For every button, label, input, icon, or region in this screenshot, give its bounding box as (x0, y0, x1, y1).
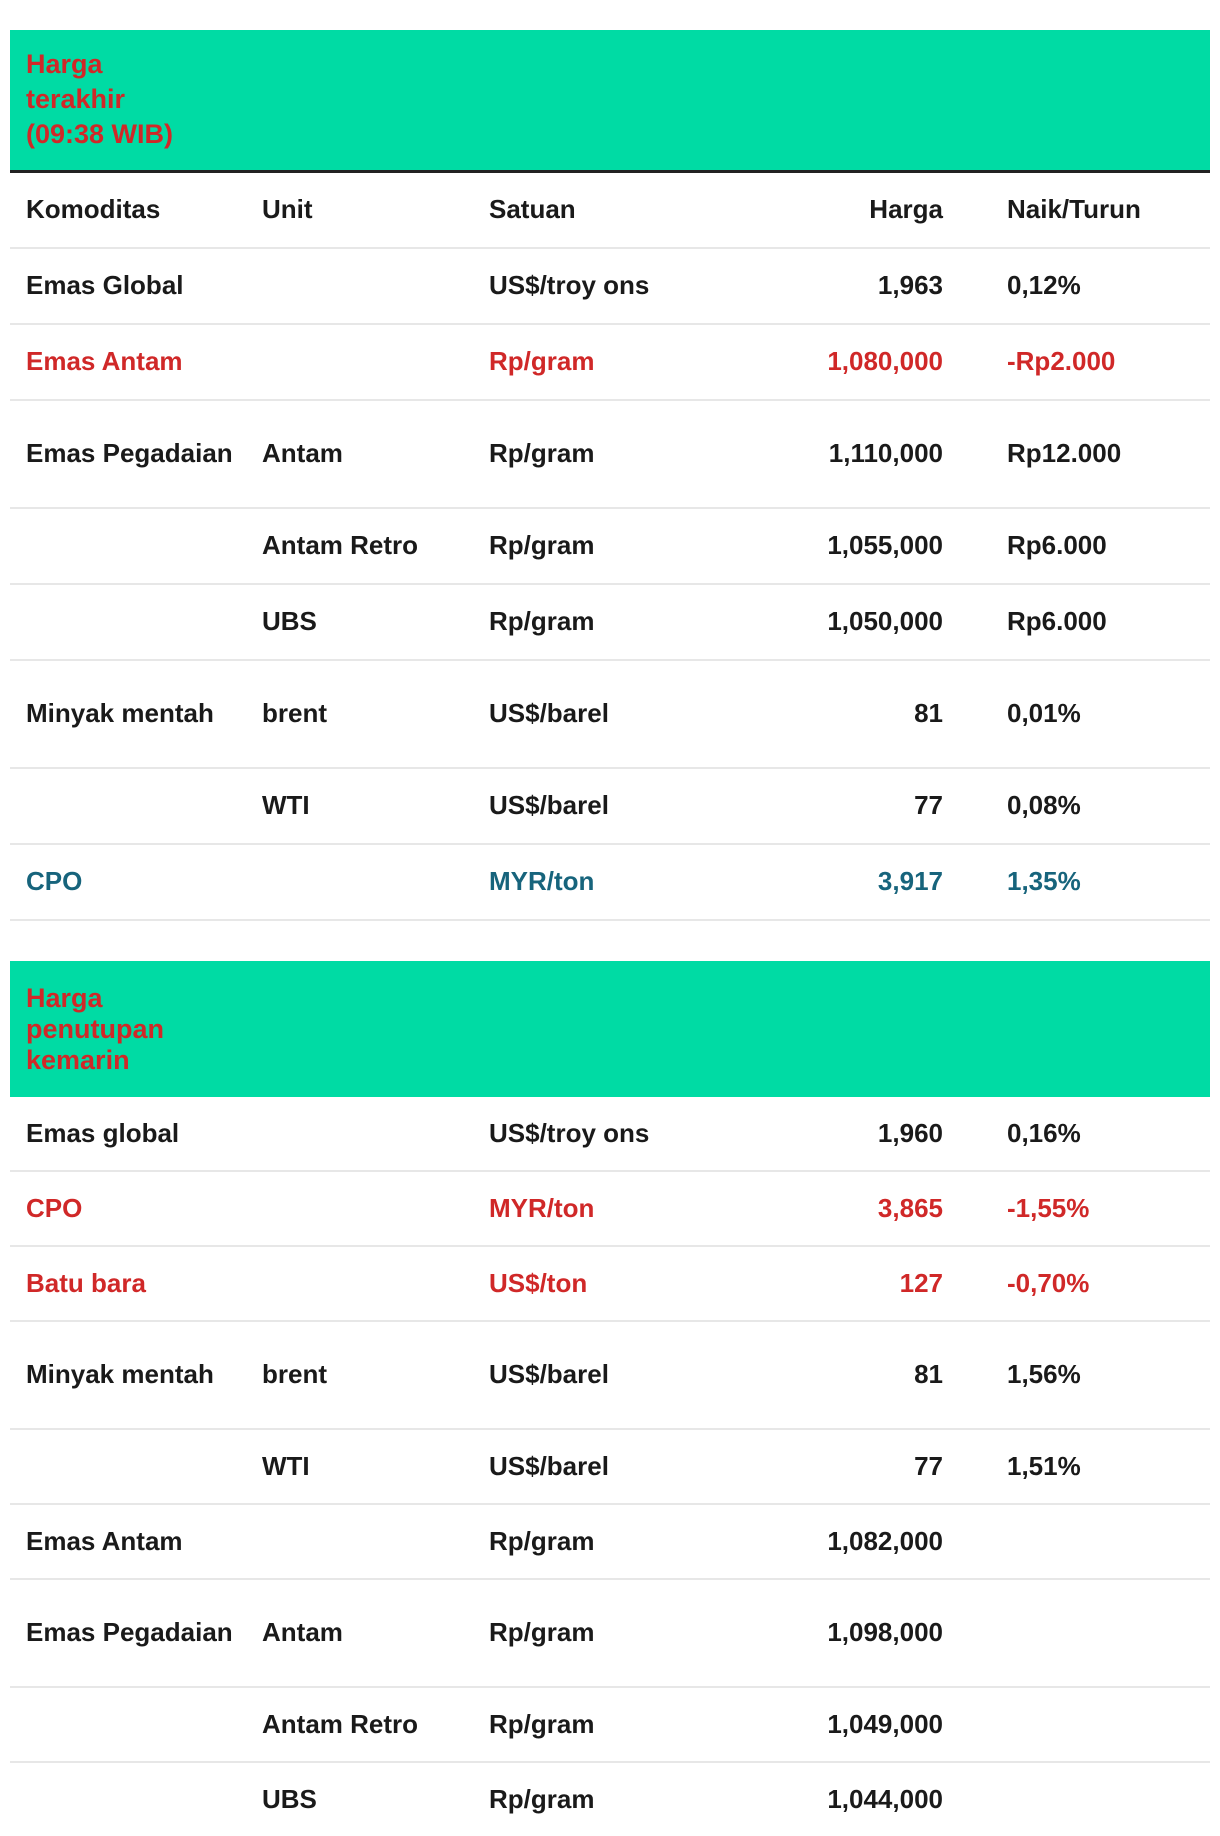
cell-unit (262, 324, 489, 400)
cell-komoditas: Minyak mentah (10, 1321, 262, 1429)
section-header-latest (10, 30, 1210, 171)
cell-satuan: US$/barel (489, 1429, 685, 1504)
cell-harga: 1,963 (685, 248, 943, 324)
cell-naik-turun: 0,12% (943, 248, 1210, 324)
cell-naik-turun (943, 1504, 1210, 1579)
cell-harga: 77 (685, 768, 943, 844)
cell-harga: 1,055,000 (685, 508, 943, 584)
cell-komoditas: Emas Antam (10, 1504, 262, 1579)
column-header-naik-turun: Naik/Turun (943, 171, 1210, 248)
cell-komoditas: Emas Pegadaian (10, 1579, 262, 1687)
cell-harga: 1,049,000 (685, 1687, 943, 1762)
cell-satuan: US$/barel (489, 768, 685, 844)
section-spacer (10, 920, 1210, 961)
cell-komoditas: Emas Global (10, 248, 262, 324)
section-title-latest-text: Harga terakhir (09:38 WIB) (26, 49, 174, 149)
cell-unit: brent (262, 1321, 489, 1429)
cell-komoditas (10, 1429, 262, 1504)
table-row (10, 584, 1210, 660)
commodity-price-table (10, 30, 1210, 1836)
cell-satuan: US$/barel (489, 1321, 685, 1429)
cell-komoditas: Minyak mentah (10, 660, 262, 768)
cell-komoditas: CPO (10, 1171, 262, 1246)
cell-naik-turun: 1,35% (943, 844, 1210, 920)
cell-satuan: Rp/gram (489, 508, 685, 584)
table-row (10, 1429, 1210, 1504)
cell-naik-turun: Rp12.000 (943, 400, 1210, 508)
table-row (10, 1579, 1210, 1687)
cell-harga: 127 (685, 1246, 943, 1321)
cell-komoditas (10, 584, 262, 660)
section-title-previous-text: Harga penutupan kemarin (26, 982, 164, 1075)
table-row (10, 1246, 1210, 1321)
column-header-row (10, 171, 1210, 248)
cell-unit: Antam (262, 400, 489, 508)
cell-komoditas (10, 768, 262, 844)
cell-harga: 1,098,000 (685, 1579, 943, 1687)
cell-satuan: US$/barel (489, 660, 685, 768)
cell-unit: WTI (262, 768, 489, 844)
cell-komoditas (10, 1687, 262, 1762)
cell-unit: WTI (262, 1429, 489, 1504)
cell-unit (262, 1504, 489, 1579)
table-row (10, 248, 1210, 324)
cell-naik-turun: 1,56% (943, 1321, 1210, 1429)
cell-harga: 1,080,000 (685, 324, 943, 400)
cell-harga: 1,044,000 (827, 1783, 943, 1814)
cell-unit: Antam Retro (262, 1687, 489, 1762)
table-row (10, 1687, 1210, 1762)
cell-harga: 3,917 (685, 844, 943, 920)
cell-naik-turun: -1,55% (943, 1171, 1210, 1246)
cell-naik-turun: Rp6.000 (943, 508, 1210, 584)
table-row (10, 508, 1210, 584)
column-header-satuan: Satuan (489, 171, 685, 248)
cell-harga: 1,050,000 (685, 584, 943, 660)
cell-komoditas: Emas Antam (10, 324, 262, 400)
cell-unit (262, 1097, 489, 1171)
cell-harga: 81 (685, 660, 943, 768)
table-row (10, 1171, 1210, 1246)
cell-komoditas (10, 508, 262, 584)
cell-unit: Antam (262, 1579, 489, 1687)
cell-naik-turun: Rp6.000 (943, 584, 1210, 660)
cell-unit (262, 1246, 489, 1321)
cell-unit: UBS (262, 1783, 317, 1814)
cell-komoditas: Emas Pegadaian (10, 400, 262, 508)
section-title-previous (10, 961, 1210, 1097)
cell-harga: 1,082,000 (685, 1504, 943, 1579)
cell-harga: 77 (685, 1429, 943, 1504)
cell-komoditas (10, 1762, 262, 1836)
cell-satuan: Rp/gram (489, 324, 685, 400)
cell-harga: 81 (685, 1321, 943, 1429)
cell-unit: UBS (262, 584, 489, 660)
cell-unit: brent (262, 660, 489, 768)
cell-satuan: Rp/gram (489, 1687, 685, 1762)
cell-komoditas: Batu bara (10, 1246, 262, 1321)
cell-naik-turun: 0,08% (943, 768, 1210, 844)
column-header-harga: Harga (685, 171, 943, 248)
cell-naik-turun: 0,16% (943, 1097, 1210, 1171)
table-row (10, 768, 1210, 844)
section-header-previous (10, 961, 1210, 1097)
cell-satuan: Rp/gram (489, 1783, 595, 1814)
cell-satuan: US$/troy ons (489, 1097, 685, 1171)
cell-satuan: Rp/gram (489, 400, 685, 508)
column-header-unit: Unit (262, 171, 489, 248)
table-row (10, 1097, 1210, 1171)
table-row (10, 1321, 1210, 1429)
cell-satuan: Rp/gram (489, 1504, 685, 1579)
cell-naik-turun: -Rp2.000 (943, 324, 1210, 400)
cell-harga: 1,110,000 (685, 400, 943, 508)
cell-satuan: Rp/gram (489, 1579, 685, 1687)
cell-unit (262, 248, 489, 324)
column-header-komoditas: Komoditas (10, 171, 262, 248)
cell-naik-turun (943, 1579, 1210, 1687)
cell-naik-turun (943, 1762, 1210, 1836)
cell-komoditas: Emas global (10, 1097, 262, 1171)
cell-unit: Antam Retro (262, 508, 489, 584)
cell-komoditas: CPO (10, 844, 262, 920)
cell-harga: 3,865 (685, 1171, 943, 1246)
table-row (10, 660, 1210, 768)
cell-satuan: Rp/gram (489, 584, 685, 660)
table-row (10, 400, 1210, 508)
cell-satuan: MYR/ton (489, 1171, 685, 1246)
table-row (10, 844, 1210, 920)
cell-naik-turun: 1,51% (943, 1429, 1210, 1504)
cell-naik-turun (943, 1687, 1210, 1762)
cell-satuan: MYR/ton (489, 844, 685, 920)
cell-unit (262, 1171, 489, 1246)
cell-harga: 1,960 (685, 1097, 943, 1171)
table-row (10, 1762, 1210, 1836)
cell-satuan: US$/ton (489, 1246, 685, 1321)
cell-naik-turun: 0,01% (943, 660, 1210, 768)
cell-naik-turun: -0,70% (943, 1246, 1210, 1321)
section-title-latest (10, 30, 1210, 171)
commodity-price-table-container (10, 30, 1210, 1836)
table-row (10, 324, 1210, 400)
table-row (10, 1504, 1210, 1579)
cell-satuan: US$/troy ons (489, 248, 685, 324)
cell-unit (262, 844, 489, 920)
